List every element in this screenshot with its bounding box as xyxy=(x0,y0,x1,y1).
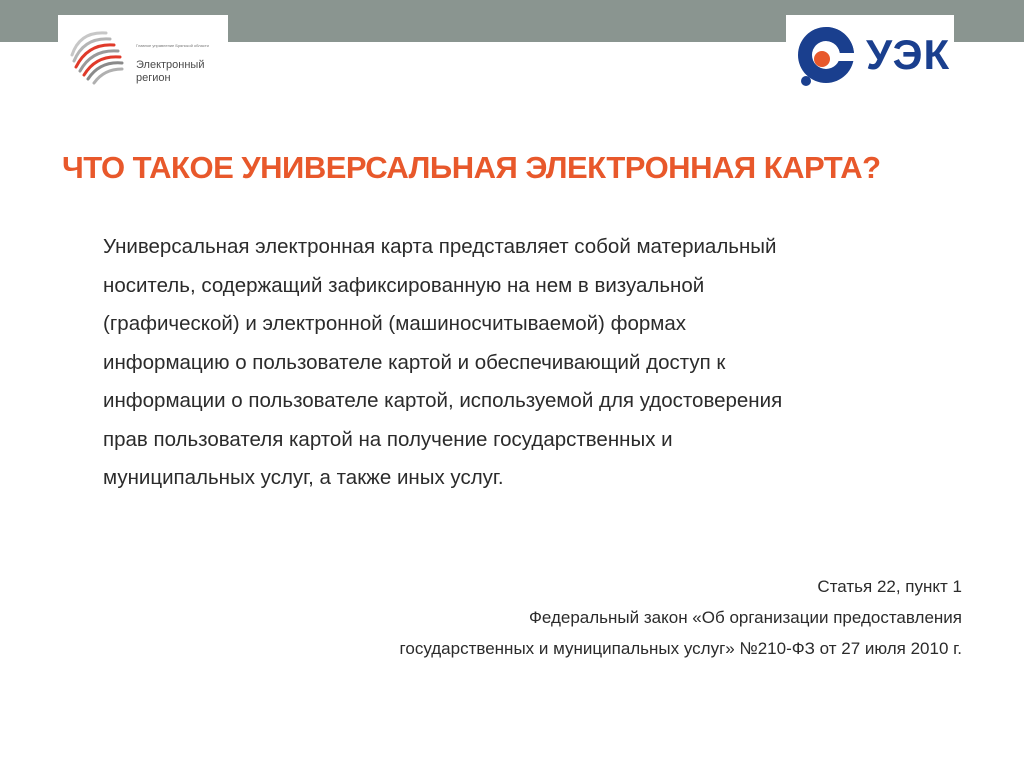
definition-text xyxy=(103,228,973,498)
definition-line: информации о пользователе картой, используемой для удостоверения xyxy=(103,389,783,412)
uek-logo xyxy=(786,15,954,93)
law-citation xyxy=(202,571,962,664)
uek-logo-text: УЭК xyxy=(866,31,951,78)
electronic-region-logo xyxy=(58,15,228,95)
uek-logo-icon xyxy=(792,23,860,89)
logo-brand-line2: регион xyxy=(136,72,171,84)
citation-law-number: государственных и муниципальных услуг» №210-ФЗ от 27 июля 2010 г. xyxy=(399,639,962,658)
definition-line: прав пользователя картой на получение государственных и xyxy=(103,427,673,451)
definition-line: носитель, содержащий зафиксированную на нем в визуальной xyxy=(103,273,705,297)
definition-line: (графической) и электронной (машиносчитываемой) формах xyxy=(103,312,686,335)
citation-article: Статья 22, пункт 1 xyxy=(817,577,962,596)
logo-caption: Главное управление Брянской области xyxy=(136,43,209,48)
definition-line: Универсальная электронная карта представляет собой материальный xyxy=(103,235,777,258)
citation-law-title: Федеральный закон «Об организации предоставления xyxy=(528,608,962,627)
slide-title: ЧТО ТАКОЕ УНИВЕРСАЛЬНАЯ ЭЛЕКТРОННАЯ КАРТА? xyxy=(62,150,881,185)
definition-line: информацию о пользователе картой и обеспечивающий доступ к xyxy=(103,350,726,374)
electronic-region-logo-icon xyxy=(66,25,132,87)
logo-brand-line1: Электронный xyxy=(136,59,205,71)
definition-line: муниципальных услуг, а также иных услуг. xyxy=(103,466,504,489)
